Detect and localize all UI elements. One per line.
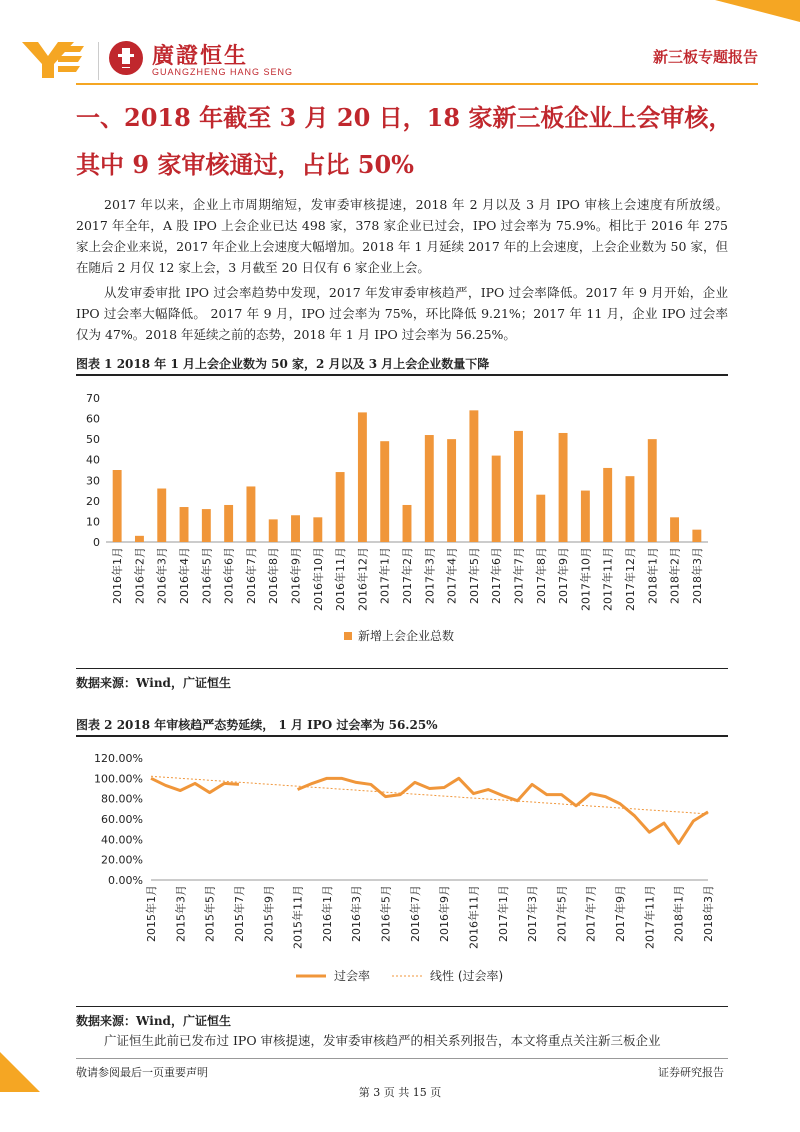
x-tick-label: 2017年7月 [584,885,598,942]
figure2-top-rule [76,735,728,737]
bar [380,441,389,542]
y-tick-label: 100.00% [94,772,143,786]
x-tick-label: 2017年9月 [614,885,628,942]
x-tick-label: 2017年1月 [496,885,510,942]
legend-swatch [344,632,352,640]
bar [403,505,412,542]
x-tick-label: 2015年7月 [232,885,246,942]
figure1-bottom-rule [76,668,728,669]
bar [626,476,635,542]
y-tick-label: 10 [86,515,100,529]
y-tick-label: 40 [86,453,100,467]
x-tick-label: 2016年1月 [111,547,125,604]
bar [269,519,278,542]
bar [157,489,166,542]
x-tick-label: 2017年11月 [601,547,615,611]
report-type-label: 新三板专题报告 [652,48,758,66]
x-tick-label: 2015年5月 [203,885,217,942]
x-tick-label: 2016年7月 [244,547,258,604]
x-tick-label: 2015年1月 [145,885,158,942]
x-tick-label: 2017年3月 [423,547,437,604]
y-tick-label: 0.00% [108,874,143,887]
ye-logo-icon [22,40,84,80]
x-tick-label: 2018年3月 [702,885,715,942]
section-title-line2: 其中 9 家审核通过，占比 50% [76,150,414,179]
figure2-title: 图表 2 2018 年审核趋严态势延续， 1 月 IPO 过会率为 56.25% [76,718,438,732]
x-tick-label: 2017年1月 [378,547,392,604]
x-tick-label: 2015年3月 [174,885,188,942]
figure1-bar-chart [76,380,728,665]
figure2-source: 数据来源：Wind，广证恒生 [76,1014,231,1028]
bar [358,412,367,542]
x-tick-label: 2016年9月 [289,547,303,604]
x-tick-label: 2016年10月 [311,547,325,611]
brand-seal-icon [108,40,144,76]
y-tick-label: 40.00% [101,833,143,847]
x-tick-label: 2017年9月 [557,547,571,604]
rate-line [151,778,239,792]
x-tick-label: 2018年2月 [668,547,682,604]
x-tick-label: 2015年11月 [291,885,305,949]
y-tick-label: 50 [86,433,100,447]
brand-divider [98,42,99,80]
bar [692,530,701,542]
y-tick-label: 30 [86,474,100,488]
bar [224,505,233,542]
x-tick-label: 2017年6月 [490,547,504,604]
x-tick-label: 2017年3月 [526,885,540,942]
bar [648,439,657,542]
bar [291,515,300,542]
x-tick-label: 2017年2月 [401,547,414,604]
y-tick-label: 20.00% [101,853,143,867]
bar [559,433,568,542]
x-tick-label: 2016年11月 [334,547,348,611]
figure2-line-chart [76,742,728,1004]
y-tick-label: 60 [86,412,100,426]
brand-name: 廣證恒生 [152,44,249,69]
bar [202,509,211,542]
bar [180,507,189,542]
figure1-source: 数据来源：Wind，广证恒生 [76,676,231,690]
legend-label: 新增上会企业总数 [358,629,455,643]
bar [246,486,255,542]
bar [425,435,434,542]
footer-disclaimer: 敬请参阅最后一页重要声明 [76,1066,208,1079]
x-tick-label: 2017年11月 [643,885,657,949]
x-tick-label: 2016年3月 [155,547,169,604]
x-tick-label: 2017年5月 [467,547,481,604]
x-tick-label: 2017年7月 [512,547,526,604]
figure1-title: 图表 1 2018 年 1 月上会企业数为 50 家，2 月以及 3 月上会企业数量下降 [76,357,490,371]
paragraph-1: 2017 年以来，企业上市周期缩短，发审委审核提速，2018 年 2 月以及 3 月 IPO 审核上会速度有所放缓。2017 年全年，A 股 IPO 上会企业已达 498 家，378 家企业已过会，IPO 过会率为 75.9%。相比于 2016 年 275 家上会企业来说，2017 年企业上会速度大幅增加。2018 年 1 月延续 2017 年的上会速度，上会企业数为 50 家，但在随后 2 月仅 12 家上会，3 月截至 20 日仅有 6 家企业上会。 [76,197,728,275]
bar [447,439,456,542]
paragraph-2: 从发审委审批 IPO 过会率趋势中发现，2017 年发审委审核趋严，IPO 过会率降低。2017 年 9 月开始，企业 IPO 过会率大幅降低。 2017 年 9 月，IPO 过会率为 75%，环比降低 9.21%；2017 年 11 月，企业 IPO 过会率仅为 47%。2018 年延续之前的态势，2018 年 1 月 IPO 过会率为 56.25%。 [76,285,728,342]
bar [536,495,545,542]
x-tick-label: 2016年6月 [222,547,236,604]
legend-label-rate: 过会率 [334,969,371,983]
x-tick-label: 2016年8月 [267,547,281,604]
bar [135,536,144,542]
bar [469,410,478,542]
footer-report-label: 证券研究报告 [658,1066,724,1079]
rate-line [298,778,708,843]
x-tick-label: 2016年3月 [350,885,364,942]
x-tick-label: 2016年2月 [133,547,147,604]
y-tick-label: 60.00% [101,813,143,826]
bar [603,468,612,542]
corner-decoration [715,0,800,22]
x-tick-label: 2016年5月 [200,547,214,604]
bar [581,491,590,542]
x-tick-label: 2016年9月 [438,885,452,942]
x-tick-label: 2018年1月 [672,885,686,942]
y-tick-label: 80.00% [101,792,143,806]
bar [492,456,501,542]
x-tick-label: 2018年1月 [646,547,660,604]
x-tick-label: 2016年11月 [467,885,481,949]
x-tick-label: 2017年5月 [555,885,569,942]
tail-text: 广证恒生此前已发布过 IPO 审核提速，发审委审核趋严的相关系列报告，本文将重点关注新三板企业 [104,1033,661,1048]
x-tick-label: 2017年10月 [579,547,593,611]
y-tick-label: 20 [86,494,100,508]
footer-rule [76,1058,728,1059]
bar [113,470,122,542]
x-tick-label: 2016年7月 [408,885,422,942]
x-tick-label: 2017年4月 [445,547,459,604]
y-tick-label: 70 [86,392,100,405]
bar [514,431,523,542]
brand-name-en: GUANGZHENG HANG SENG [152,67,294,77]
x-tick-label: 2017年12月 [623,547,637,611]
x-tick-label: 2016年5月 [379,885,393,942]
figure2-bottom-rule [76,1006,728,1007]
legend-label-trend: 线性 (过会率) [430,969,504,983]
x-tick-label: 2016年4月 [178,547,192,604]
figure1-top-rule [76,374,728,376]
header-rule [76,83,758,85]
bar [336,472,345,542]
bar [313,517,322,542]
y-tick-label: 0 [93,536,100,549]
x-tick-label: 2015年9月 [262,885,276,942]
section-title-line1: 一、2018 年截至 3 月 20 日，18 家新三板企业上会审核， [76,103,733,132]
bar [670,517,679,542]
x-tick-label: 2018年3月 [690,547,704,604]
x-tick-label: 2016年12月 [356,547,370,611]
x-tick-label: 2016年1月 [320,885,334,942]
y-tick-label: 120.00% [94,752,143,765]
page-number: 第 3 页 共 15 页 [358,1086,442,1099]
x-tick-label: 2017年8月 [534,547,548,604]
